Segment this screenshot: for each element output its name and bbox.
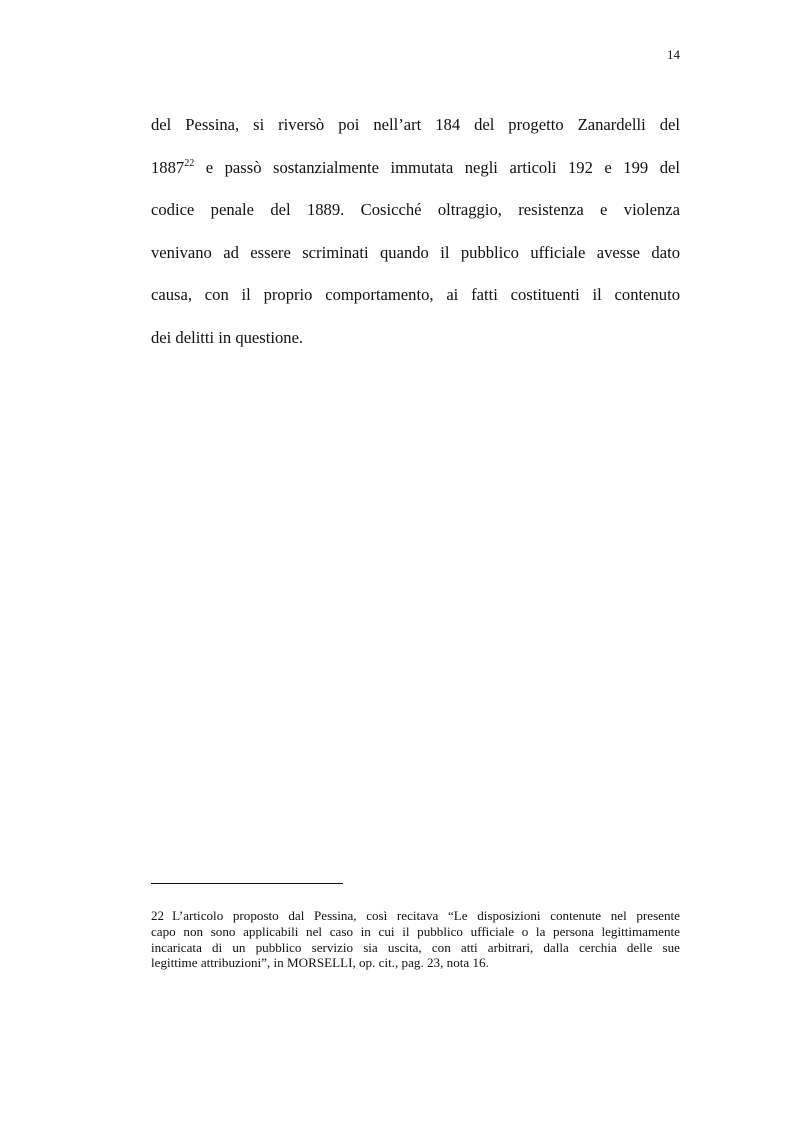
footnote-line: incaricata di un pubblico servizio sia uscita, con atti arbitrari, dalla cerchia delle sue — [151, 939, 680, 955]
footnote-line: legittime attribuzioni”, in MORSELLI, op. cit., pag. 23, nota 16. — [151, 955, 489, 971]
body-paragraph — [151, 104, 680, 360]
body-line: venivano ad essere scriminati quando il pubblico ufficiale avesse dato — [151, 242, 680, 262]
body-line: codice penale del 1889. Cosicché oltraggio, resistenza e violenza — [151, 200, 680, 220]
footnote-text: L’articolo proposto dal Pessina, così recitava “Le disposizioni contenute nel presente — [172, 908, 680, 923]
footnote-reference: 22 — [184, 157, 195, 169]
body-line-text: e passò sostanzialmente immutata negli articoli 192 e 199 del — [194, 157, 680, 177]
body-line: causa, con il proprio comportamento, ai fatti costituenti il contenuto — [151, 285, 680, 305]
footnote-number: 22 — [151, 908, 165, 923]
footnote-line: capo non sono applicabili nel caso in cui il pubblico ufficiale o la persona legittimamente — [151, 923, 680, 939]
body-line: dei delitti in questione. — [151, 327, 304, 347]
footnote — [151, 908, 680, 971]
page-number: 14 — [667, 47, 680, 62]
footnote-separator — [151, 883, 343, 884]
body-line — [151, 147, 680, 190]
year-text: 1887 — [151, 157, 185, 177]
body-line: del Pessina, si riversò poi nell’art 184 del progetto Zanardelli del — [151, 115, 680, 134]
footnote-line — [151, 908, 680, 924]
